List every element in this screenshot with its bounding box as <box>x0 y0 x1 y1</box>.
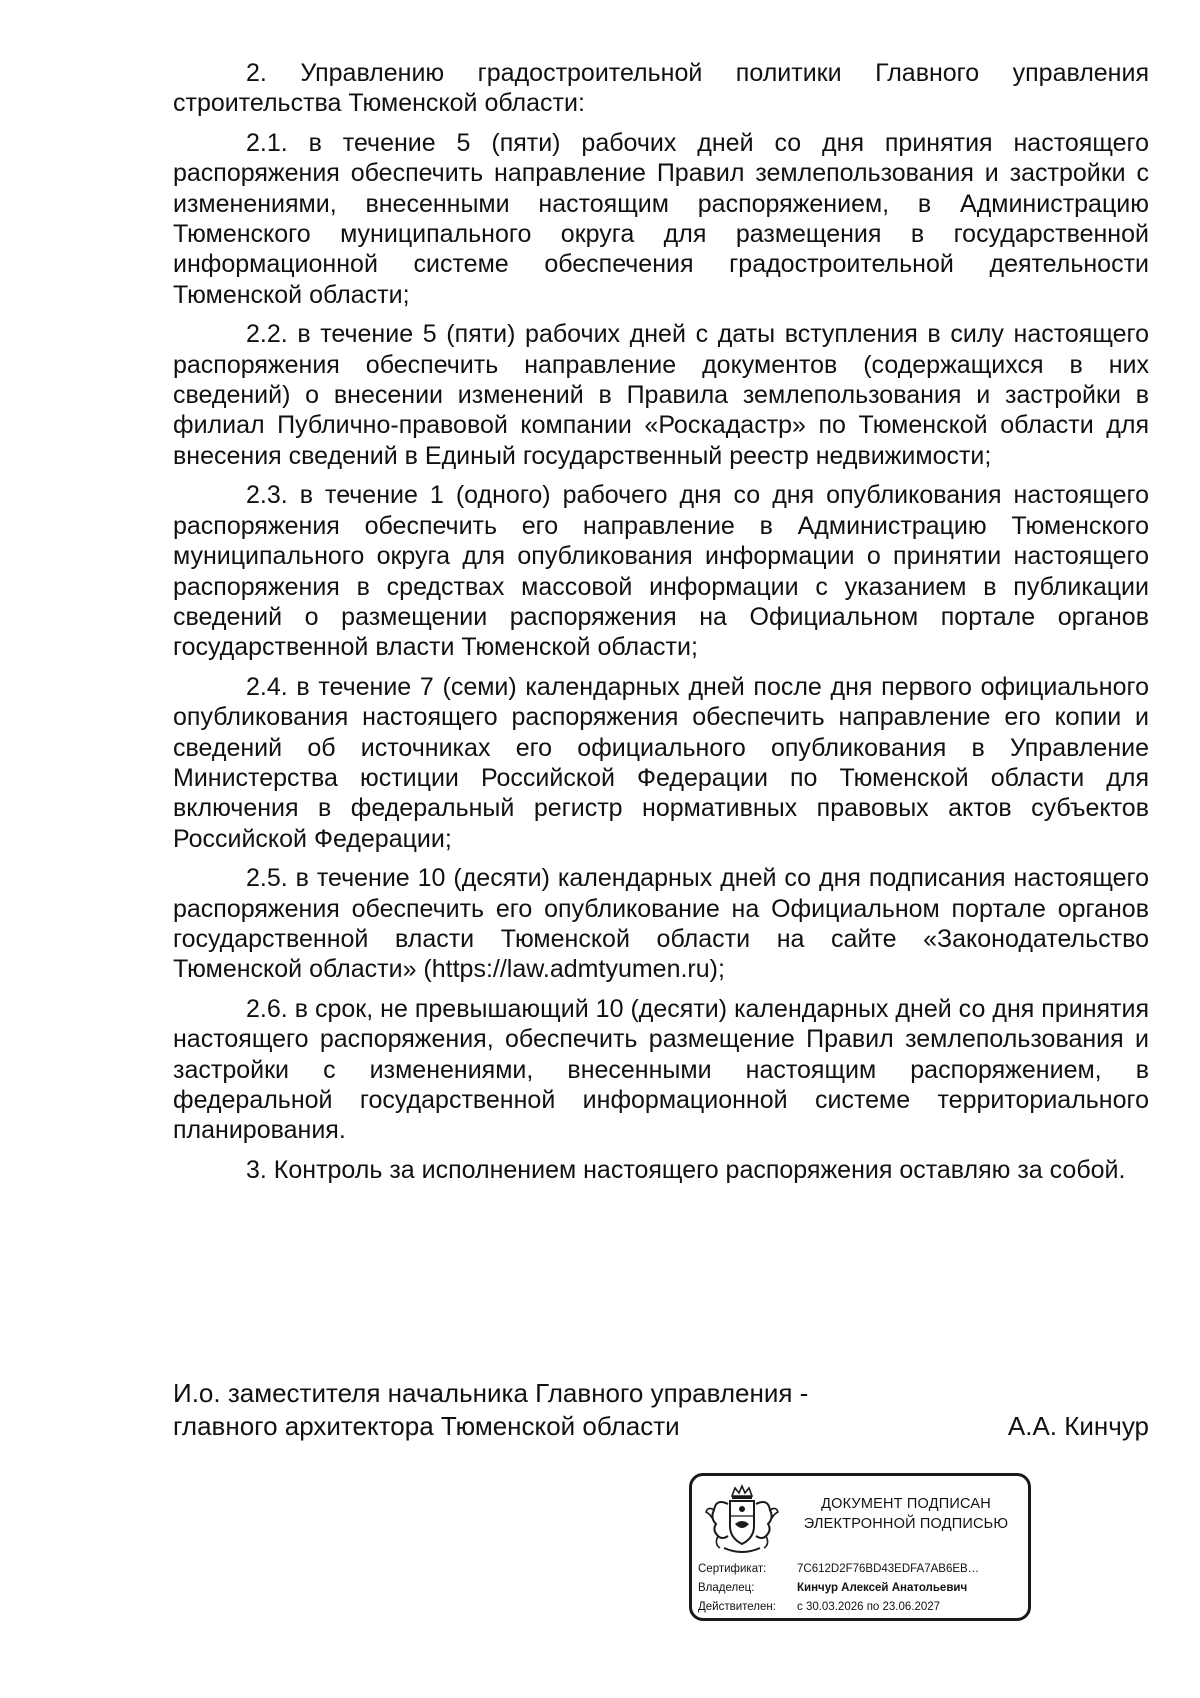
tyumen-coat-of-arms-icon <box>702 1482 782 1558</box>
stamp-row-validity <box>698 1598 1028 1617</box>
paragraph-3: 3. Контроль за исполнением настоящего распоряжения оставляю за собой. <box>246 1155 1126 1184</box>
signer-title-1: И.о. заместителя начальника Главного управления - <box>173 1378 809 1408</box>
stamp-row-owner <box>698 1579 1028 1598</box>
valid-label: Действителен: <box>698 1601 776 1613</box>
paragraph-2-4: 2.4. в течение 7 (семи) календарных дней после дня первого официального опубликования настоящего распоряжения обеспечить направление его копии и сведений об источниках его официального опубликования в Управление Министерства юстиции Российской Федерации по Тюменской области для включения в федеральный регистр нормативных правовых актов субъектов Российской Федерации; <box>173 672 1149 853</box>
owner-label: Владелец: <box>698 1582 755 1594</box>
paragraph-2: 2. Управлению градостроительной политики Главного управления строительства Тюменской области: <box>173 59 1149 118</box>
paragraph-2-2: 2.2. в течение 5 (пяти) рабочих дней с даты вступления в силу настоящего распоряжения обеспечить направление документов (содержащихся в них сведений) о внесении изменений в Правила землепользования и застройки в филиал Публично-правовой компании «Роскадастр» по Тюменской области для внесения сведений в Единый государственный реестр недвижимости; <box>173 320 1149 470</box>
valid-value: с 30.03.2026 по 23.06.2027 <box>797 1601 941 1613</box>
stamp-row-certificate <box>698 1560 1028 1579</box>
stamp-heading <box>790 1494 1022 1534</box>
signer-title-2: главного архитектора Тюменской области <box>173 1411 680 1441</box>
signer-name: А.А. Кинчур <box>1007 1411 1149 1441</box>
order-body <box>173 58 1149 1194</box>
paragraph-2-5: 2.5. в течение 10 (десяти) календарных дней со дня подписания настоящего распоряжения обеспечить его опубликование на Официальном портале органов государственной власти Тюменской области на сайте «Законодательство Тюменской области» (https://law.admtyumen.ru); <box>173 864 1149 984</box>
stamp-heading-line-2: ЭЛЕКТРОННОЙ ПОДПИСЬЮ <box>803 1516 1009 1532</box>
stamp-details <box>698 1560 1028 1617</box>
certificate-value: 7C612D2F76BD43EDFA7AB6EB… <box>797 1563 980 1575</box>
signer-title-line-1 <box>173 1377 1149 1410</box>
certificate-label: Сертификат: <box>698 1563 767 1575</box>
stamp-heading-line-1: ДОКУМЕНТ ПОДПИСАН <box>821 1496 991 1512</box>
signer-title-line-2 <box>173 1410 1149 1443</box>
paragraph-2-6: 2.6. в срок, не превышающий 10 (десяти) календарных дней со дня принятия настоящего распоряжения, обеспечить размещение Правил землепользования и застройки с изменениями, внесенными настоящим распоряжением, в федеральной государственной информационной системе территориального планирования. <box>173 994 1149 1145</box>
paragraph-2-3: 2.3. в течение 1 (одного) рабочего дня со дня опубликования настоящего распоряжения обеспечить его направление в Администрацию Тюменского муниципального округа для опубликования информации о принятии настоящего распоряжения в средствах массовой информации с указанием в публикации сведений о размещении распоряжения на Официальном портале органов государственной власти Тюменской области; <box>173 481 1149 662</box>
electronic-signature-stamp <box>689 1473 1031 1621</box>
owner-value: Кинчур Алексей Анатольевич <box>797 1582 968 1594</box>
paragraph-2-1: 2.1. в течение 5 (пяти) рабочих дней со дня принятия настоящего распоряжения обеспечить направление Правил землепользования и застройки с изменениями, внесенными настоящим распоряжением, в Администрацию Тюменского муниципального округа для размещения в государственной информационной системе обеспечения градостроительной деятельности Тюменской области; <box>173 128 1149 309</box>
signature-block <box>173 1377 1149 1443</box>
